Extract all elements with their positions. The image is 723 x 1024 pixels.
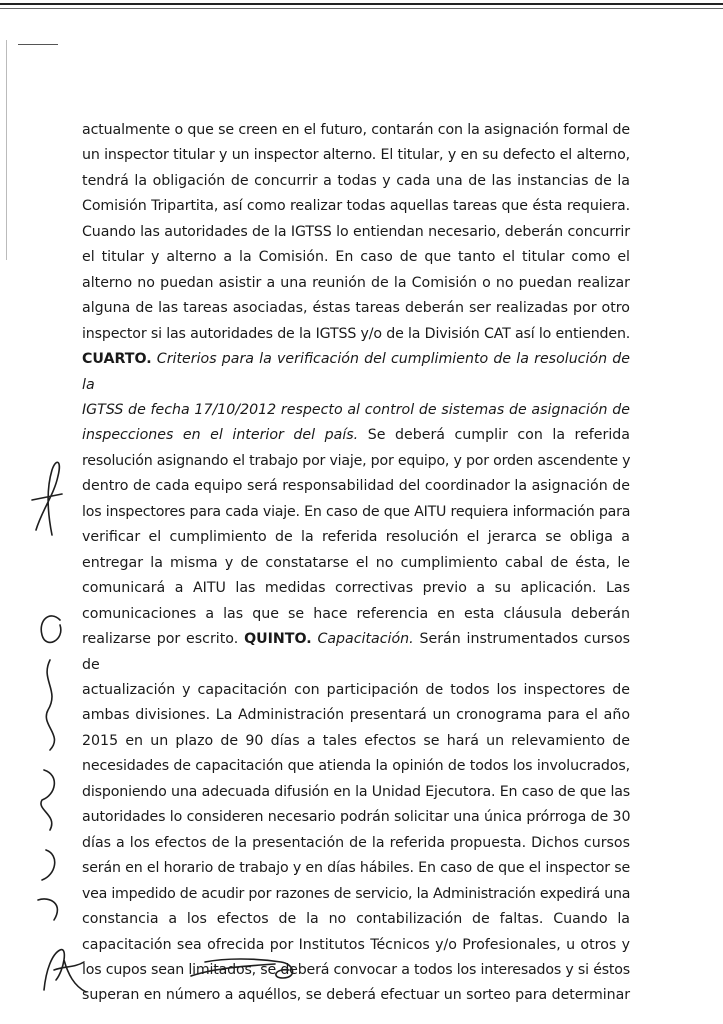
corner-mark [18,44,58,45]
text-line: autoridades lo consideren necesario podrán solicitar una única prórroga de 30 [82,809,631,826]
signature-bottom-center [185,948,305,988]
initials-bottom-left [34,940,94,1000]
text-line: 2015 en un plazo de 90 días a tales efectos se hará un relevamiento de [82,732,630,749]
clause-quinto-heading: QUINTO. [244,631,312,648]
top-border-line-secondary [0,8,723,9]
clause-cuarto-title: Criterios para la verificación del cumplimiento de la resolución de la [82,351,631,393]
text-line: resolución asignando el trabajo por viaje, por equipo, y por orden ascendente y [82,452,631,469]
clause-cuarto-title-line: IGTSS de fecha 17/10/2012 respecto al control de sistemas de asignación de [82,401,630,418]
text-line: días a los efectos de la presentación de la referida propuesta. Dichos cursos [82,834,630,851]
cuarto-line [82,347,630,398]
signature-upper-margin [22,440,72,550]
text-line: capacitación sea ofrecida por Institutos Técnicos y/o Profesionales, u otros y [82,936,630,953]
text-line: Cuando las autoridades de la IGTSS lo entiendan necesario, deberán concurrir [82,223,630,240]
left-margin-line [6,40,7,260]
text-segment: Serán instrumentados cursos de [82,631,631,673]
text-line: dentro de cada equipo será responsabilidad del coordinador la asignación de [82,478,630,495]
text-line: entregar la misma y de constatarse el no cumplimiento cabal de ésta, le [82,554,630,571]
clause-cuarto-title-end: inspecciones en el interior del país. [82,427,359,444]
text-line: los cupos sean limitados, se deberá convocar a todos los interesados y si éstos [82,961,630,978]
text-segment: realizarse por escrito. [82,631,239,648]
signature-lower-margin [20,600,80,940]
text-line: Comisión Tripartita, así como realizar todas aquellas tareas que ésta requiera. [82,198,630,215]
document-body [82,118,630,1009]
text-line: alterno no puedan asistir a una reunión de la Comisión o no puedan realizar [82,274,630,291]
text-line: disponiendo una adecuada difusión en la Unidad Ejecutora. En caso de que las [82,783,630,800]
text-line: verificar el cumplimiento de la referida resolución el jerarca se obliga a [82,529,630,546]
text-line: constancia a los efectos de la no contabilización de faltas. Cuando la [82,911,630,928]
text-segment: Se deberá cumplir con la referida [367,427,630,444]
text-line: superan en número a aquéllos, se deberá efectuar un sorteo para determinar [82,987,630,1004]
text-line: inspector si las autoridades de la IGTSS y/o de la División CAT así lo entienden. [82,325,631,342]
text-line: los inspectores para cada viaje. En caso de que AITU requiera información para [82,503,631,520]
cuarto-line [82,423,630,448]
text-line: un inspector titular y un inspector alterno. El titular, y en su defecto el alterno, [82,147,630,164]
top-border-line [0,3,723,5]
text-line: ambas divisiones. La Administración presentará un cronograma para el año [82,707,630,724]
text-line: comunicará a AITU las medidas correctivas previo a su aplicación. Las [82,580,630,597]
text-line: necesidades de capacitación que atienda la opinión de todos los involucrados, [82,758,630,775]
quinto-line [82,627,630,678]
text-line: actualización y capacitación con participación de todos los inspectores de [82,681,630,698]
clause-quinto-title: Capacitación. [317,631,414,648]
text-line: tendrá la obligación de concurrir a todas y cada una de las instancias de la [82,172,630,189]
text-line: actualmente o que se creen en el futuro, contarán con la asignación formal de [82,122,631,138]
text-line: serán en el horario de trabajo y en días hábiles. En caso de que el inspector se [82,860,631,877]
text-line: vea impedido de acudir por razones de servicio, la Administración expedirá una [82,885,631,902]
text-line: el titular y alterno a la Comisión. En caso de que tanto el titular como el [82,249,630,266]
clause-cuarto-heading: CUARTO. [82,351,152,368]
text-line: alguna de las tareas asociadas, éstas tareas deberán ser realizadas por otro [82,300,630,317]
text-line: comunicaciones a las que se hace referencia en esta cláusula deberán [82,605,630,622]
